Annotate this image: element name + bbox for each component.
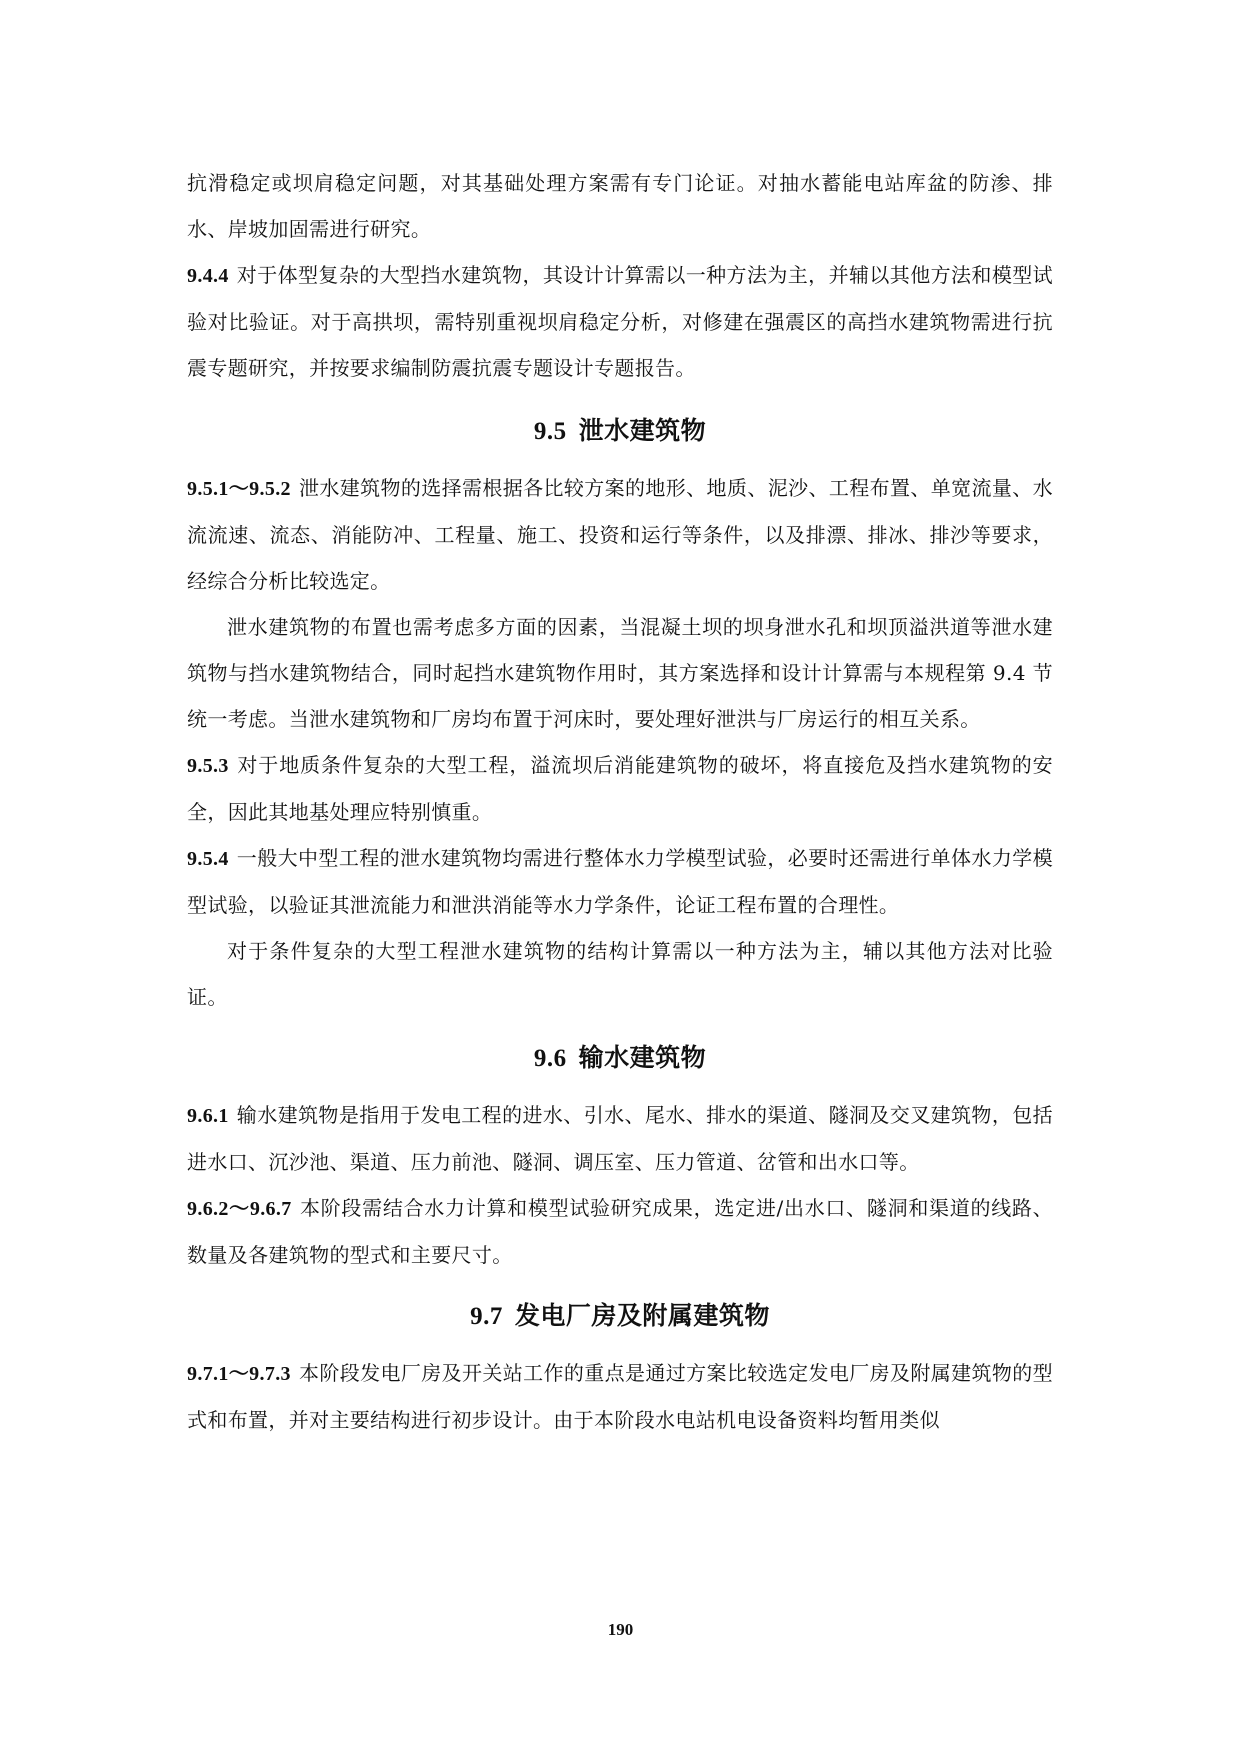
paragraph-continuation: 抗滑稳定或坝肩稳定问题，对其基础处理方案需有专门论证。对抽水蓄能电站库盆的防渗、排水、岸坡加固需进行研究。 — [187, 171, 1053, 241]
clause-text: 对于体型复杂的大型挡水建筑物，其设计计算需以一种方法为主，并辅以其他方法和模型试验对比验证。对于高拱坝，需特别重视坝肩稳定分析，对修建在强震区的高挡水建筑物需进行抗震专题研究，并按要求编制防震抗震专题设计专题报告。 — [187, 263, 1053, 380]
clause-number: 9.5.4 — [187, 848, 229, 870]
document-page — [187, 160, 1053, 1443]
clause-number: 9.4.4 — [187, 265, 229, 287]
clause-9-6-2 — [187, 1185, 1053, 1278]
clause-9-4-4 — [187, 252, 1053, 391]
paragraph: 泄水建筑物的布置也需考虑多方面的因素，当混凝土坝的坝身泄水孔和坝顶溢洪道等泄水建筑物与挡水建筑物结合，同时起挡水建筑物作用时，其方案选择和设计计算需与本规程第 9.4 节统一考虑。当泄水建筑物和厂房均布置于河床时，要处理好泄洪与厂房运行的相互关系。 — [187, 615, 1053, 731]
clause-text: 对于地质条件复杂的大型工程，溢流坝后消能建筑物的破坏，将直接危及挡水建筑物的安全，因此其地基处理应特别慎重。 — [187, 753, 1053, 824]
clause-9-6-1 — [187, 1092, 1053, 1185]
section-heading-9-5 — [187, 411, 1053, 447]
section-title: 发电厂房及附属建筑物 — [514, 1301, 770, 1330]
paragraph: 对于条件复杂的大型工程泄水建筑物的结构计算需以一种方法为主，辅以其他方法对比验证。 — [187, 939, 1053, 1009]
clause-number: 9.5.1～9.5.2 — [187, 478, 291, 500]
clause-text: 本阶段发电厂房及开关站工作的重点是通过方案比较选定发电厂房及附属建筑物的型式和布置，并对主要结构进行初步设计。由于本阶段水电站机电设备资料均暂用类似 — [187, 1361, 1053, 1432]
page-number: 190 — [607, 1620, 634, 1639]
section-number: 9.7 — [470, 1303, 503, 1330]
clause-9-5-3 — [187, 742, 1053, 835]
clause-text: 本阶段需结合水力计算和模型试验研究成果，选定进/出水口、隧洞和渠道的线路、数量及各建筑物的型式和主要尺寸。 — [187, 1196, 1053, 1267]
section-number: 9.6 — [533, 1045, 567, 1072]
clause-text: 一般大中型工程的泄水建筑物均需进行整体水力学模型试验，必要时还需进行单体水力学模型试验，以验证其泄流能力和泄洪消能等水力学条件，论证工程布置的合理性。 — [187, 846, 1053, 917]
clause-number: 9.6.2～9.6.7 — [187, 1198, 292, 1220]
section-number: 9.5 — [533, 418, 567, 445]
section-title: 泄水建筑物 — [578, 416, 707, 445]
clause-9-7-1 — [187, 1350, 1053, 1443]
clause-9-5-1 — [187, 465, 1053, 604]
section-heading-9-6 — [187, 1038, 1053, 1074]
clause-number: 9.7.1～9.7.3 — [187, 1363, 291, 1385]
clause-number: 9.6.1 — [187, 1105, 229, 1127]
section-heading-9-7 — [187, 1296, 1053, 1332]
section-title: 输水建筑物 — [578, 1043, 707, 1072]
clause-text: 泄水建筑物的选择需根据各比较方案的地形、地质、泥沙、工程布置、单宽流量、水流流速、流态、消能防冲、工程量、施工、投资和运行等条件，以及排漂、排冰、排沙等要求，经综合分析比较选定。 — [187, 476, 1053, 593]
clause-number: 9.5.3 — [187, 755, 229, 777]
clause-9-5-4 — [187, 835, 1053, 928]
clause-text: 输水建筑物是指用于发电工程的进水、引水、尾水、排水的渠道、隧洞及交叉建筑物，包括进水口、沉沙池、渠道、压力前池、隧洞、调压室、压力管道、岔管和出水口等。 — [187, 1103, 1053, 1174]
